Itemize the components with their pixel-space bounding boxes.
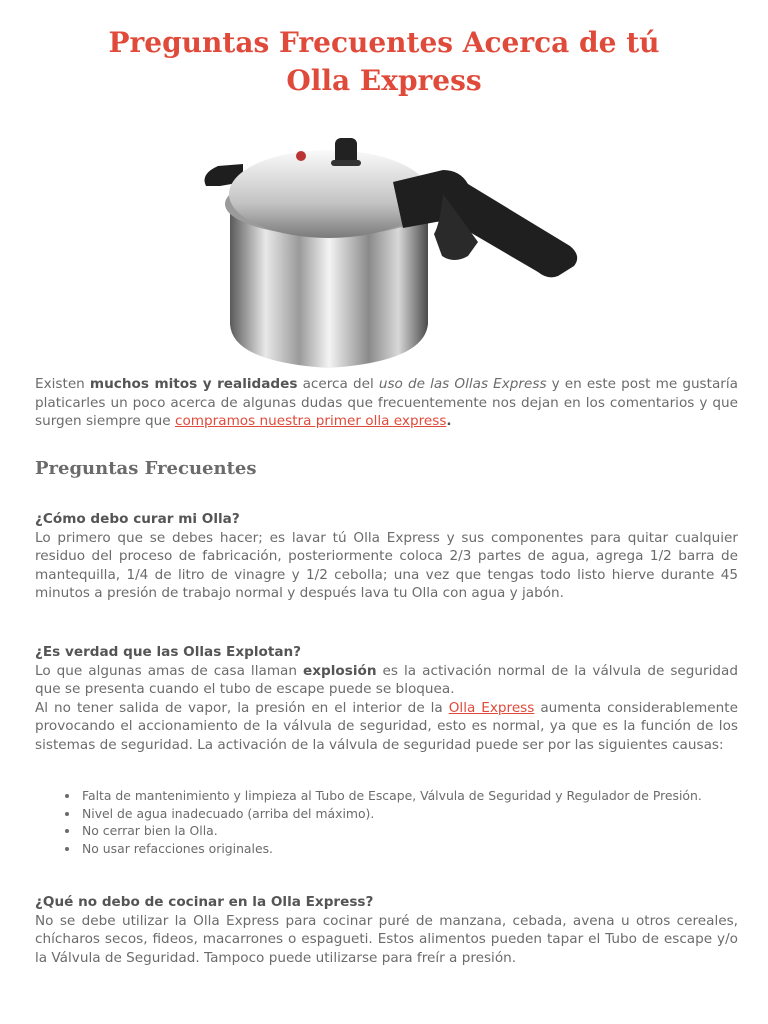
- faq-food-block: [35, 893, 738, 967]
- faq-explode-block: [35, 643, 738, 754]
- indicator-shape: [296, 151, 306, 161]
- faq-cure-block: [35, 510, 738, 603]
- list-item: • Falta de mantenimiento y limpieza al Tubo de Escape, Válvula de Seguridad y Regulador de Presión.: [80, 787, 768, 805]
- list-item: • Nivel de agua inadecuado (arriba del máximo).: [80, 805, 768, 823]
- faq-answer-explode-p2: [35, 700, 738, 753]
- explode-p1-text-c: es la activación normal de la válvula de seguridad que se presenta cuando el tubo de escape puede se bloquea.: [35, 662, 738, 697]
- page-title: [0, 24, 768, 100]
- section-title: Preguntas Frecuentes: [35, 458, 257, 479]
- list-item: • No usar refacciones originales.: [80, 840, 768, 858]
- intro-text-2: acerca del: [297, 376, 379, 392]
- buy-first-cooker-link[interactable]: compramos nuestra primer olla express: [174, 413, 447, 429]
- intro-text-3: y en este post me gustaría platicarles un poco acerca de algunas dudas que frecuentemente nos dejan en los comentarios y que surgen siempre que: [35, 376, 738, 429]
- intro-paragraph: [35, 375, 738, 431]
- page-title-line-1: Preguntas Frecuentes Acerca de tú: [108, 26, 660, 59]
- explode-p2-text-a: Al no tener salida de vapor, la presión en el interior de la: [35, 699, 449, 716]
- olla-express-link[interactable]: Olla Express: [448, 699, 535, 716]
- intro-text-4: .: [446, 413, 452, 429]
- pressure-cooker-image: [198, 124, 580, 374]
- intro-bold-text: muchos mitos y realidades: [89, 376, 298, 392]
- faq-question-explode: ¿Es verdad que las Ollas Explotan?: [35, 644, 302, 660]
- list-item: • No cerrar bien la Olla.: [80, 822, 768, 840]
- page-title-line-2: Olla Express: [286, 64, 482, 97]
- intro-italic-text: uso de las Ollas Express: [378, 376, 547, 392]
- faq-answer-cure: Lo primero que se debes hacer; es lavar tú Olla Express y sus componentes para quitar cualquier residuo del proceso de fabricación, posteriormente coloca 2/3 partes de agua, agrega 1/2 barra de mantequilla, 1/4 de litro de vinagre y 1/2 cebolla; una vez que tengas todo listo hierve durante 45 minutos a presión de trabajo normal y después lava tu Olla con agua y jabón.: [35, 529, 738, 601]
- intro-text-1: Existen: [35, 376, 90, 392]
- faq-question-cure: ¿Cómo debo curar mi Olla?: [35, 511, 240, 527]
- faq-question-food: ¿Qué no debo de cocinar en la Olla Express?: [35, 894, 374, 910]
- faq-answer-food: No se debe utilizar la Olla Express para cocinar puré de manzana, cebada, avena u otros cereales, chícharos secos, fideos, macarrones o espagueti. Estos alimentos pueden tapar el Tubo de escape y/o la Válvula de Seguridad. Tampoco puede utilizarse para freír a presión.: [35, 912, 738, 966]
- explode-bold-text: explosión: [303, 662, 377, 679]
- explode-p2-text-b: aumenta considerablemente provocando el accionamiento de la válvula de seguridad, esto es normal, ya que es la función de los sistemas de seguridad. La activación de la válvula de seguridad puede ser por las siguientes causas:: [35, 699, 738, 753]
- causes-list: [35, 787, 768, 857]
- explode-p1-text-a: Lo que algunas amas de casa llaman: [35, 662, 304, 679]
- faq-answer-explode-p1: [35, 663, 738, 698]
- pressure-cooker-illustration: [198, 124, 580, 374]
